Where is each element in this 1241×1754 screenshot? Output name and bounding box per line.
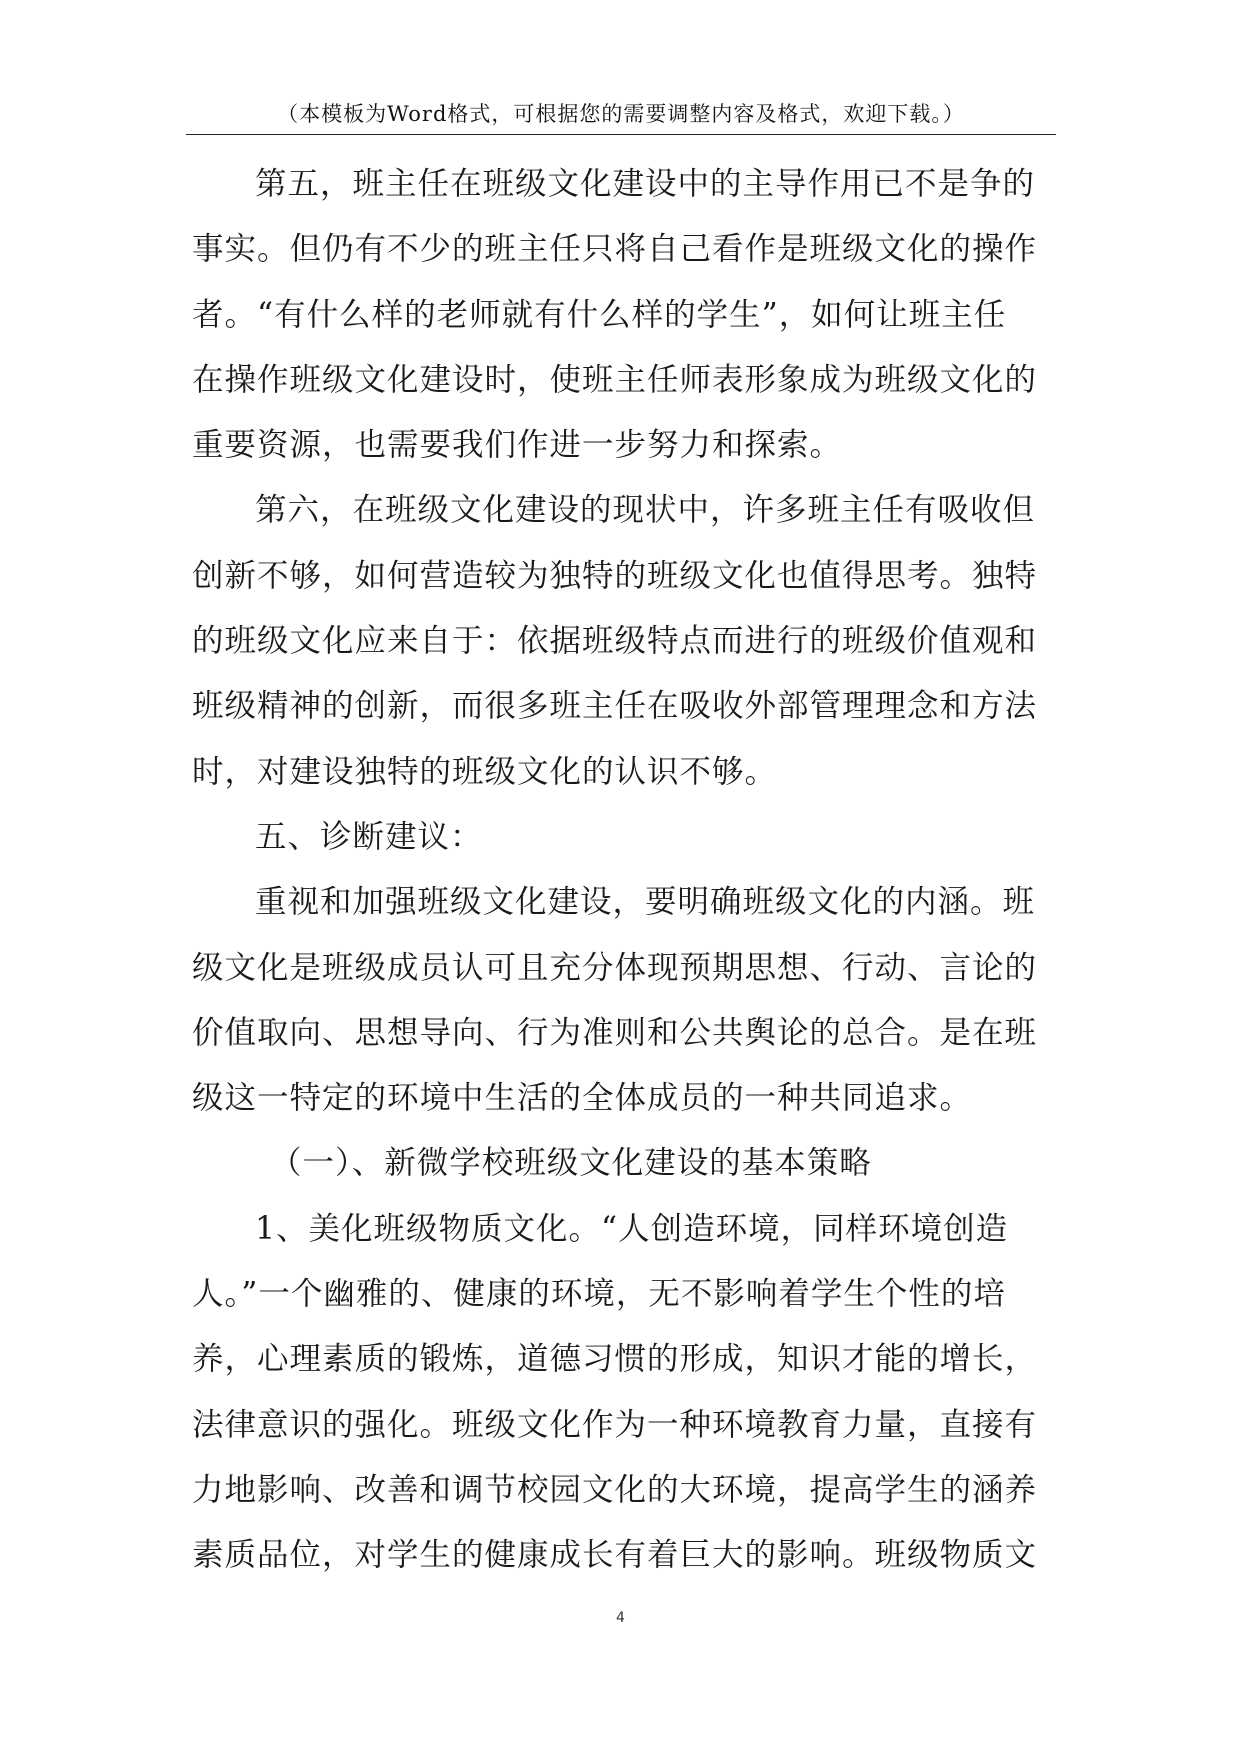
paragraph-line: 重要资源，也需要我们作进一步努力和探索。 [192,427,843,464]
paragraph-line: 素质品位，对学生的健康成长有着巨大的影响。班级物质文 [192,1537,1038,1574]
paragraph-line: 第五，班主任在班级文化建设中的主导作用已不是争的 [255,166,1036,202]
paragraph-line: 在操作班级文化建设时，使班主任师表形象成为班级文化的 [192,361,1038,398]
paragraph-line: 力地影响、改善和调节校园文化的大环境，提高学生的涵养 [192,1471,1038,1508]
paragraph-line: 级文化是班级成员认可且充分体现预期思想、行动、言论的 [192,949,1038,986]
paragraph-line: 1、美化班级物质文化。“人创造环境，同样环境创造 [255,1210,1009,1247]
header-divider [186,134,1056,135]
paragraph-line: 养，心理素质的锻炼，道德习惯的形成，知识才能的增长， [192,1341,1038,1378]
paragraph-line: 价值取向、思想导向、行为准则和公共舆论的总合。是在班 [192,1014,1038,1051]
subsection-heading: （一）、新微学校班级文化建设的基本策略 [270,1145,872,1182]
paragraph-line: 的班级文化应来自于：依据班级特点而进行的班级价值观和 [192,623,1038,660]
paragraph-line: 时，对建设独特的班级文化的认识不够。 [192,753,778,790]
paragraph-line: 法律意识的强化。班级文化作为一种环境教育力量，直接有 [192,1406,1038,1443]
paragraph-line: 级这一特定的环境中生活的全体成员的一种共同追求。 [192,1080,973,1117]
paragraph-line: 事实。但仍有不少的班主任只将自己看作是班级文化的操作 [192,231,1038,268]
paragraph-line: 重视和加强班级文化建设，要明确班级文化的内涵。班 [255,884,1036,921]
page-number: 4 [616,1610,625,1626]
section-heading: 五、诊断建议： [255,818,483,855]
paragraph-line: 第六，在班级文化建设的现状中，许多班主任有吸收但 [255,492,1036,529]
paragraph-line: 人。”一个幽雅的、健康的环境，无不影响着学生个性的培 [192,1276,1006,1313]
paragraph-line: 者。“有什么样的老师就有什么样的学生”，如何让班主任 [192,296,1007,333]
page-header-note: （本模板为Word格式，可根据您的需要调整内容及格式，欢迎下载。） [277,102,965,126]
body-text [192,152,1054,1589]
paragraph-line: 班级精神的创新，而很多班主任在吸收外部管理理念和方法 [192,688,1038,725]
paragraph-line: 创新不够，如何营造较为独特的班级文化也值得思考。独特 [192,557,1038,594]
